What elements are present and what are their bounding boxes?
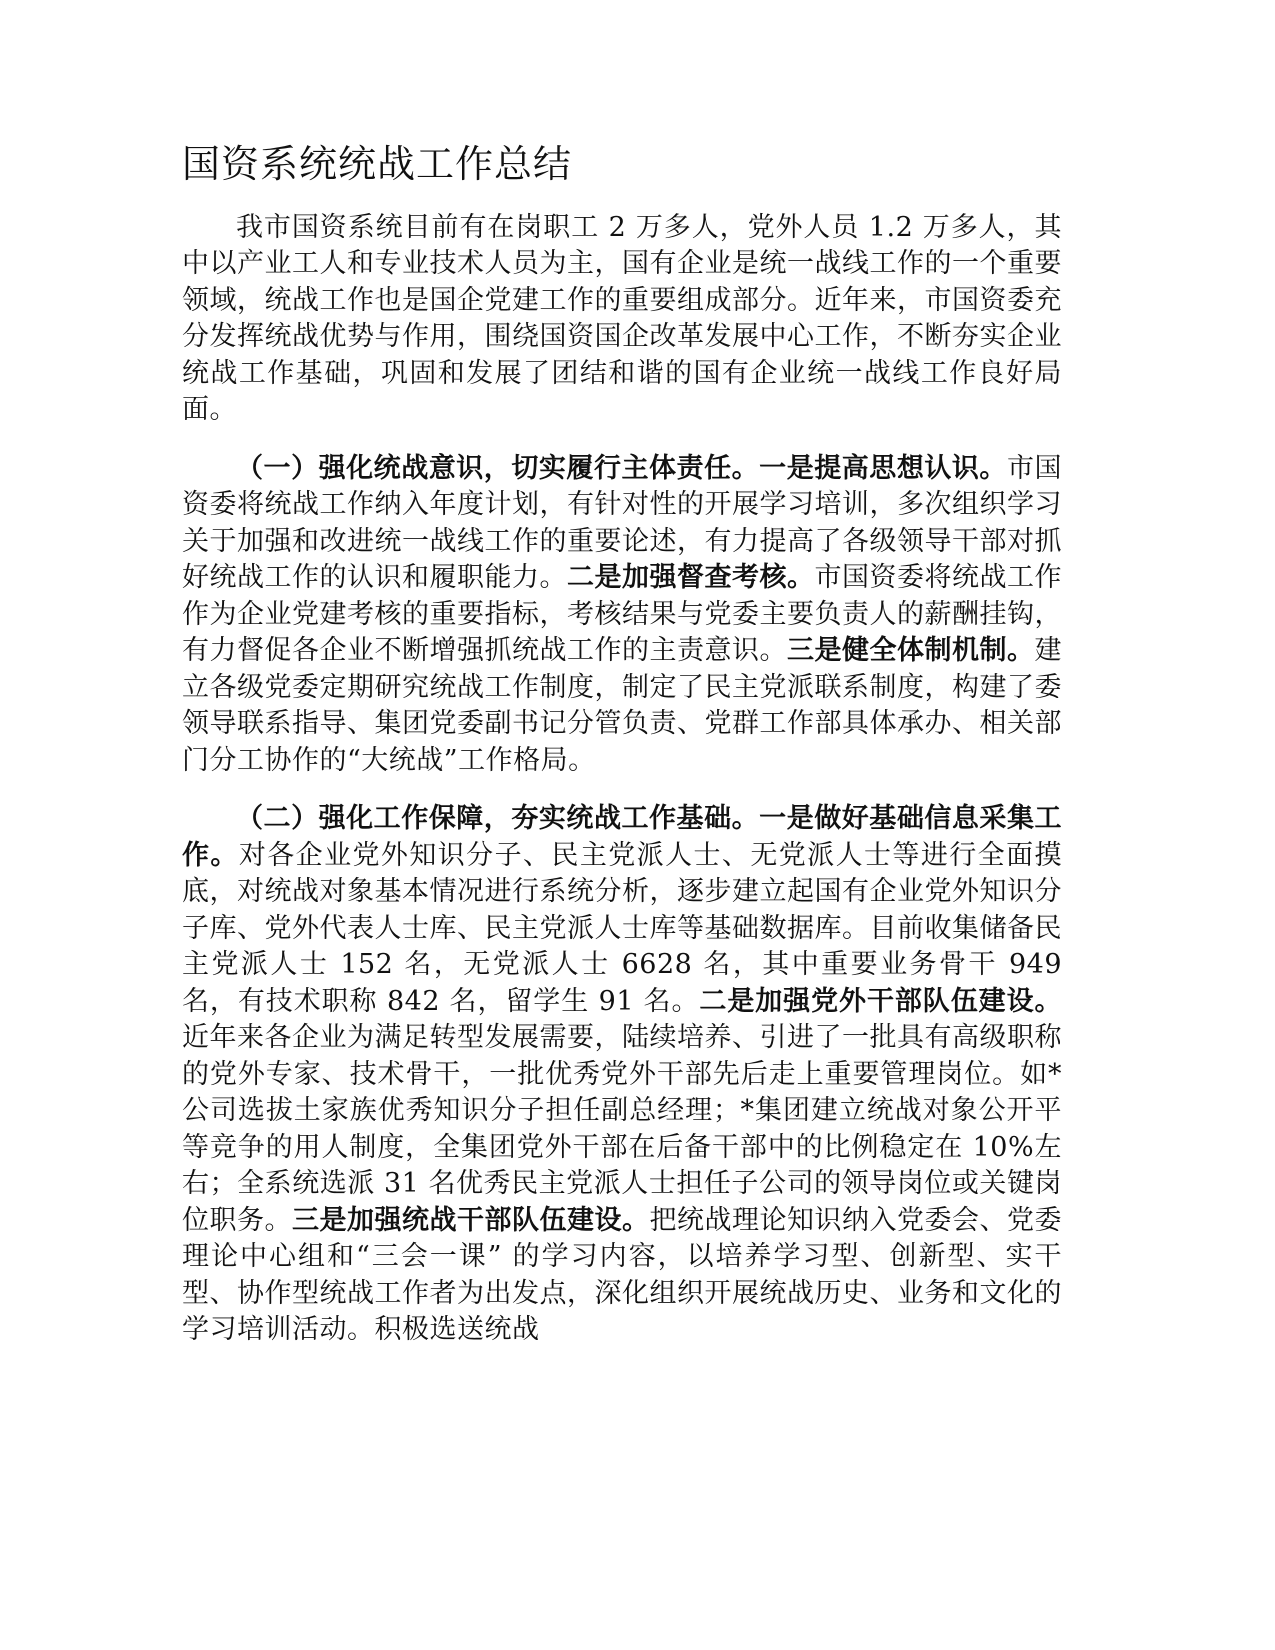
section-1-point-2-title: 二是加强督查考核。 <box>567 562 815 594</box>
section-1-point-1-title: 一是提高思想认识。 <box>759 452 1007 484</box>
document-title: 国资系统统战工作总结 <box>182 142 573 186</box>
section-2-paragraph <box>182 801 1062 1349</box>
section-1-point-1-text: 市国资委将统战工作纳入年度计划，有针对性的开展学习培训，多次组织学习关于加强和改进统一战线工作的重要论述，有力提高了各级领导干部对抓好统战工作的认识和履职能力。 <box>182 452 1063 594</box>
section-2-point-2-text: 近年来各企业为满足转型发展需要，陆续培养、引进了一批具有高级职称的党外专家、技术骨干，一批优秀党外干部先后走上重要管理岗位。如*公司选拔土家族优秀知识分子担任副总经理；*集团建立统战对象公开平等竞争的用人制度，全集团党外干部在后备干部中的比例稳定在 10%左右；全系统选派 31 名优秀民主党派人士担任子公司的领导岗位或关键岗位职务。 <box>182 1022 1062 1236</box>
section-2-point-1-text: 对各企业党外知识分子、民主党派人士、无党派人士等进行全面摸底，对统战对象基本情况进行系统分析，逐步建立起国有企业党外知识分子库、党外代表人士库、民主党派人士库等基础数据库。目前收集储备民主党派人士 152 名，无党派人士 6628 名，其中重要业务骨干 949 名，有技术职称 842 名，留学生 91 名。 <box>182 839 1063 1017</box>
section-2-point-3-text: 把统战理论知识纳入党委会、党委理论中心组和“三会一课” 的学习内容，以培养学习型、创新型、实干型、协作型统战工作者为出发点，深化组织开展统战历史、业务和文化的学习培训活动。积极选送统战 <box>182 1204 1062 1346</box>
section-1-point-2-text: 市国资委将统战工作作为企业党建考核的重要指标，考核结果与党委主要负责人的薪酬挂钩，有力督促各企业不断增强抓统战工作的主责意识。 <box>182 562 1062 667</box>
section-2-heading: （二）强化工作保障，夯实统战工作基础。 <box>236 803 760 835</box>
section-2-point-3-title: 三是加强统战干部队伍建设。 <box>292 1204 650 1236</box>
section-2-point-2-title: 二是加强党外干部队伍建设。 <box>699 985 1062 1017</box>
section-2-point-1-title: 一是做好基础信息采集工作。 <box>182 803 1063 871</box>
section-1-point-3-text: 建立各级党委定期研究统战工作制度，制定了民主党派联系制度，构建了委领导联系指导、集团党委副书记分管负责、党群工作部具体承办、相关部门分工协作的“大统战”工作格局。 <box>182 635 1062 776</box>
document-page <box>182 142 1062 1371</box>
intro-paragraph <box>182 210 1062 429</box>
section-1-paragraph <box>182 451 1062 780</box>
intro-text: 我市国资系统目前有在岗职工 2 万多人，党外人员 1.2 万多人，其中以产业工人和专业技术人员为主，国有企业是统一战线工作的一个重要领域，统战工作也是国企党建工作的重要组成部分。近年来，市国资委充分发挥统战优势与作用，围绕国资国企改革发展中心工作，不断夯实企业统战工作基础，巩固和发展了团结和谐的国有企业统一战线工作良好局面。 <box>182 211 1062 426</box>
section-1-heading: （一）强化统战意识，切实履行主体责任。 <box>236 452 760 484</box>
section-1-point-3-title: 三是健全体制机制。 <box>787 635 1035 667</box>
